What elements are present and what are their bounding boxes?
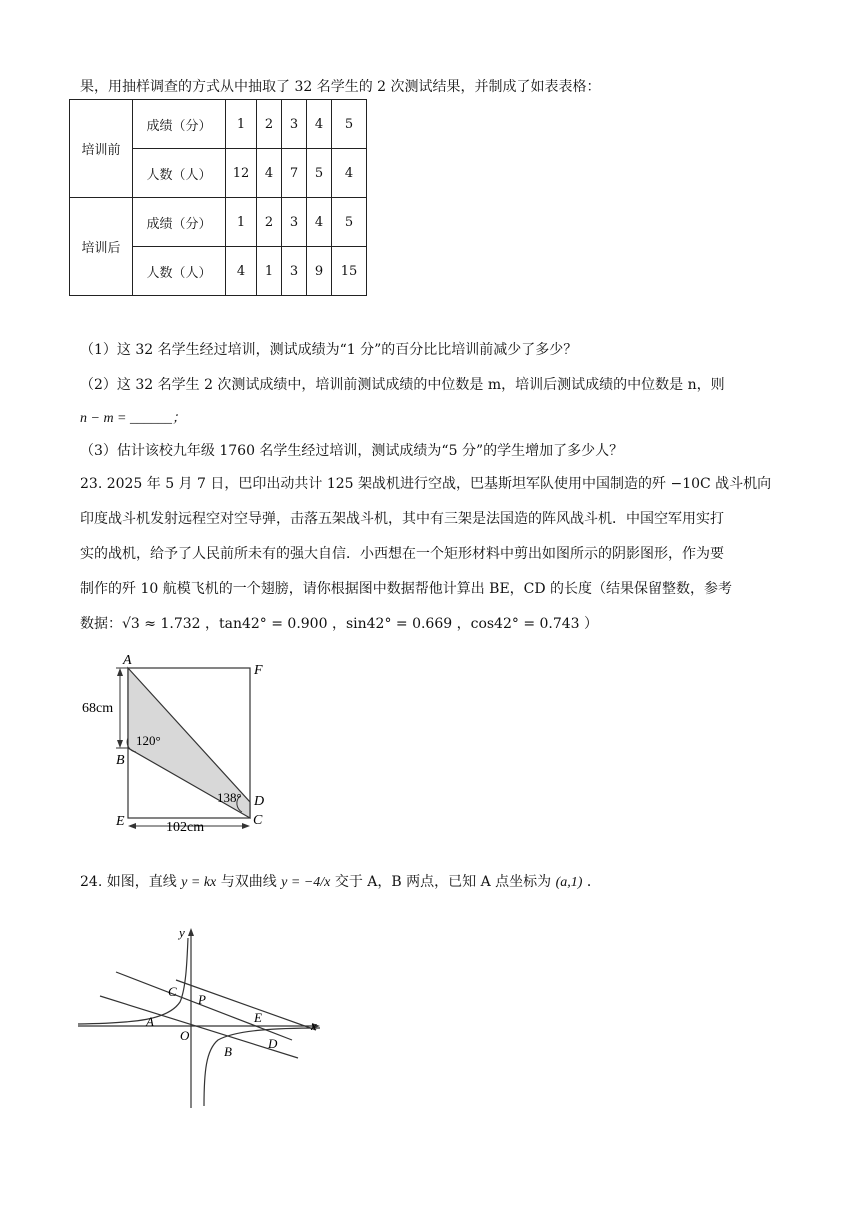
q22-part3: （3）估计该校九年级 1760 名学生经过培训，测试成绩为“5 分”的学生增加了多少人？: [80, 443, 624, 459]
point-d-label: D: [268, 1036, 278, 1051]
table-cell: 4: [332, 149, 367, 198]
label-f: F: [254, 663, 263, 678]
point-a-label: A: [146, 1014, 154, 1029]
table-cell: 3: [282, 198, 307, 247]
table-cell: 9: [307, 247, 332, 296]
axis-y-label: y: [179, 925, 185, 940]
table-cell: 7: [282, 149, 307, 198]
label-d: D: [254, 794, 265, 809]
table-cell: 3: [282, 247, 307, 296]
q23-line2: 印度战斗机发射远程空对空导弹，击落五架战斗机，其中有三架是法国造的阵风战斗机．中国空军用实打: [80, 511, 724, 527]
q23-line4: 制作的歼 10 航模飞机的一个翅膀，请你根据图中数据帮他计算出 BE，CD 的长度（结果保留整数，参考: [80, 581, 733, 597]
q24-intro: 24. 如图，直线: [80, 874, 177, 890]
q23-line3: 实的战机，给予了人民前所未有的强大自信．小西想在一个矩形材料中剪出如图所示的阴影图形，作为要: [80, 546, 724, 562]
row-label: 人数（人）: [133, 149, 226, 198]
table-cell: 5: [332, 198, 367, 247]
q24-period: ．: [586, 874, 601, 890]
label-a: A: [123, 653, 132, 668]
table-cell: 1: [226, 198, 257, 247]
q24-hyperbola-eq: y = −4/x: [281, 875, 331, 890]
label-b: B: [116, 753, 125, 768]
table-cell: 1: [226, 100, 257, 149]
table-cell: 1: [257, 247, 282, 296]
table-row: [70, 198, 367, 247]
table-cell: 5: [332, 100, 367, 149]
length-ab: 68cm: [82, 701, 114, 716]
table-row: [70, 100, 367, 149]
wing-figure: [76, 650, 296, 845]
table-cell: 4: [307, 198, 332, 247]
table-cell: 4: [226, 247, 257, 296]
table-cell: 2: [257, 100, 282, 149]
hyperbola-left-branch: [78, 938, 188, 1024]
row-label: 人数（人）: [133, 247, 226, 296]
table-cell: 4: [307, 100, 332, 149]
q22-part2: （2）这 32 名学生 2 次测试成绩中，培训前测试成绩的中位数是 m，培训后测试成绩的中位数是 n，则: [80, 377, 725, 393]
intro-text: 果，用抽样调查的方式从中抽取了 32 名学生的 2 次测试结果，并制成了如表表格：: [80, 79, 601, 95]
table-cell: 12: [226, 149, 257, 198]
hyperbola-right-branch: [204, 1028, 320, 1106]
q24-line-eq: y = kx: [181, 875, 217, 890]
q23-line5: 数据：√3 ≈ 1.732 ，tan42° = 0.900 ，sin42° = 0.669 ，cos42° = 0.743 ）: [80, 616, 599, 632]
q22-part1: （1）这 32 名学生经过培训，测试成绩为“1 分”的百分比比培训前减少了多少？: [80, 342, 578, 358]
y-axis-arrow-icon: [188, 928, 194, 936]
row-label: 成绩（分）: [133, 100, 226, 149]
angle-d-label: 138°: [217, 790, 242, 805]
q24-coord: (a,1): [555, 875, 583, 890]
q23-line1: 23. 2025 年 5 月 7 日，巴印出动共计 125 架战机进行空战，巴基斯坦军队使用中国制造的歼 −10C 战斗机向: [80, 476, 772, 492]
point-e-label: E: [254, 1010, 262, 1025]
table-cell: 3: [282, 100, 307, 149]
label-e: E: [116, 814, 125, 829]
point-p-label: P: [198, 992, 206, 1007]
q24-line1: [80, 871, 601, 891]
angle-b-label: 120°: [136, 733, 161, 748]
q24-text: 交于 A，B 两点，已知 A 点坐标为: [334, 874, 552, 890]
hyperbola-figure: [76, 922, 326, 1112]
origin-label: O: [180, 1028, 190, 1043]
point-c-label: C: [168, 984, 177, 999]
row-label: 成绩（分）: [133, 198, 226, 247]
arrow-down-icon: [117, 740, 123, 748]
table-cell: 5: [307, 149, 332, 198]
arrow-left-icon: [128, 823, 136, 829]
length-ec: 102cm: [166, 820, 205, 835]
q24-mid: 与双曲线: [220, 874, 277, 890]
score-table: [69, 99, 367, 296]
axis-x-label: x: [311, 1018, 317, 1033]
q22-part2-answer: n − m = ______；: [80, 411, 187, 426]
group-label-before: 培训前: [70, 100, 133, 198]
label-c: C: [253, 813, 263, 828]
table-cell: 15: [332, 247, 367, 296]
arrow-up-icon: [117, 668, 123, 676]
point-b-label: B: [224, 1044, 232, 1059]
group-label-after: 培训后: [70, 198, 133, 296]
arrow-right-icon: [242, 823, 250, 829]
table-cell: 2: [257, 198, 282, 247]
table-cell: 4: [257, 149, 282, 198]
